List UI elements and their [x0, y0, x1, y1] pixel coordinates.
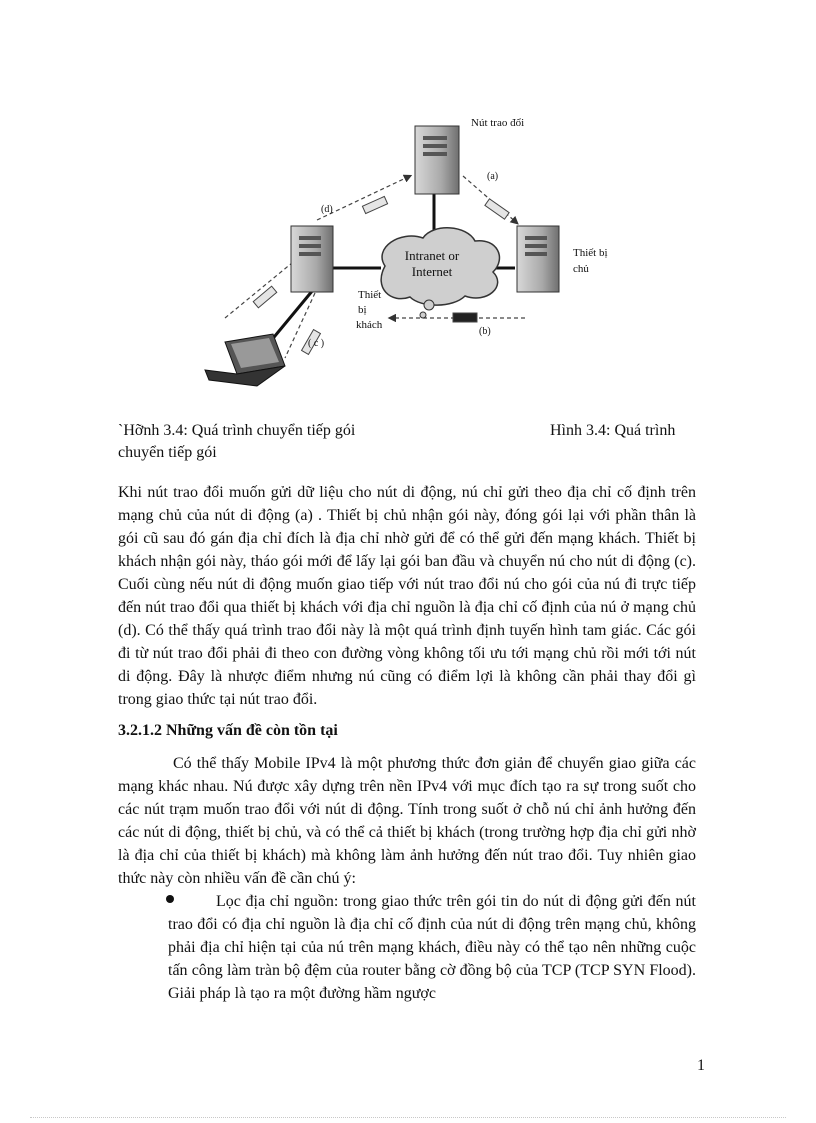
cloud-label-2: Internet: [411, 264, 453, 279]
correspondent-label: Nút trao đổi: [471, 117, 525, 129]
footer-divider: [30, 1117, 786, 1118]
page-number: 1: [697, 1057, 705, 1074]
home-agent-server: [517, 226, 559, 292]
foreign-agent-label-1: Thiết: [358, 289, 382, 301]
step-c-label: ( c ): [308, 338, 325, 349]
step-b-label: (b): [479, 326, 491, 337]
bullet-dot-icon: [166, 895, 174, 903]
caption-left-line1: `Hỡnh 3.4: Quá trình chuyển tiếp gói: [118, 422, 356, 439]
foreign-agent-label-2: bị: [358, 304, 367, 316]
paragraph-mobile-ipv4: Có thể thấy Mobile IPv4 là một phương thức đơn giản để chuyển giao giữa các mạng khác nhau. Nú được xây dựng trên nền IPv4 với mục đích tạo ra sự trong suốt cho các nút trạm muốn trao đổi với nút di động. Tính trong suốt ở chỗ nú chỉ ảnh hưởng đến các nút di động, thiết bị chủ, và có thể cả thiết bị khách (trong trường hợp địa chỉ gửi nhờ là địa chỉ của thiết bị khách) mà không làm ảnh hưởng đến nút trao đổi. Tuy nhiên giao thức này còn nhiều vấn đề cần chú ý:: [118, 755, 696, 887]
foreign-agent-server: [291, 226, 333, 292]
bullet-item: [168, 890, 696, 1005]
step-d-label: (d): [321, 204, 333, 215]
figure-caption: [118, 420, 698, 464]
home-agent-label-2: chủ: [573, 263, 589, 275]
laptop-icon: [205, 334, 285, 386]
foreign-agent-label-3: khách: [356, 319, 383, 331]
section-heading: 3.2.1.2 Những vấn đề còn tồn tại: [118, 722, 338, 739]
figure-mobile-ip-forwarding: [195, 108, 625, 398]
correspondent-server: [415, 126, 459, 194]
internet-cloud: [381, 228, 499, 318]
home-agent-label-1: Thiết bị: [573, 247, 608, 259]
step-a-label: (a): [487, 171, 499, 182]
paragraph-forwarding-process: Khi nút trao đổi muốn gửi dữ liệu cho nút di động, nú chỉ gửi theo địa chỉ cố định trên mạng chủ của nút di động (a) . Thiết bị chủ nhận gói này, đóng gói lại với phần thân là gói cũ sau đó gán địa chỉ đích là địa chỉ nhờ gửi để có thể gửi đến mạng khách. Thiết bị khách nhận gói này, tháo gói mới để lấy lại gói ban đầu và chuyển nú cho nút di động (c). Cuối cùng nếu nút di động muốn giao tiếp với nút trao đổi nú cho gói của nú đi trực tiếp đến nút trao đổi qua thiết bị khách với địa chỉ nguồn là địa chỉ cố định của nú ở mạng chủ (d). Có thể thấy quá trình trao đổi này là một quá trình định tuyến hình tam giác. Các gói đi từ nút trao đổi phải đi theo con đường vòng không tối ưu tới mạng chủ rồi mới tới nút di động. Đây là nhược điểm nhưng nú cũng có điểm lợi là không cần phải thay đổi gì trong giao thức tại nút trao đổi.: [118, 484, 696, 708]
bullet-text: Lọc địa chỉ nguồn: trong giao thức trên gói tin do nút di động gửi đến nút trao đổi có địa chỉ nguồn là địa chỉ cố định của nút di động trên mạng chủ, không phải địa chỉ hiện tại của nú trên mạng khách, điều này có thể tạo nên những cuộc tấn công làm tràn bộ đệm của router bằng cờ đồng bộ của TCP (TCP SYN Flood). Giải pháp là tạo ra một đường hầm ngược: [168, 893, 696, 1002]
caption-right: Hình 3.4: Quá trình: [550, 422, 676, 439]
cloud-label-1: Intranet or: [404, 248, 460, 263]
caption-left-line2: chuyển tiếp gói: [118, 444, 217, 461]
